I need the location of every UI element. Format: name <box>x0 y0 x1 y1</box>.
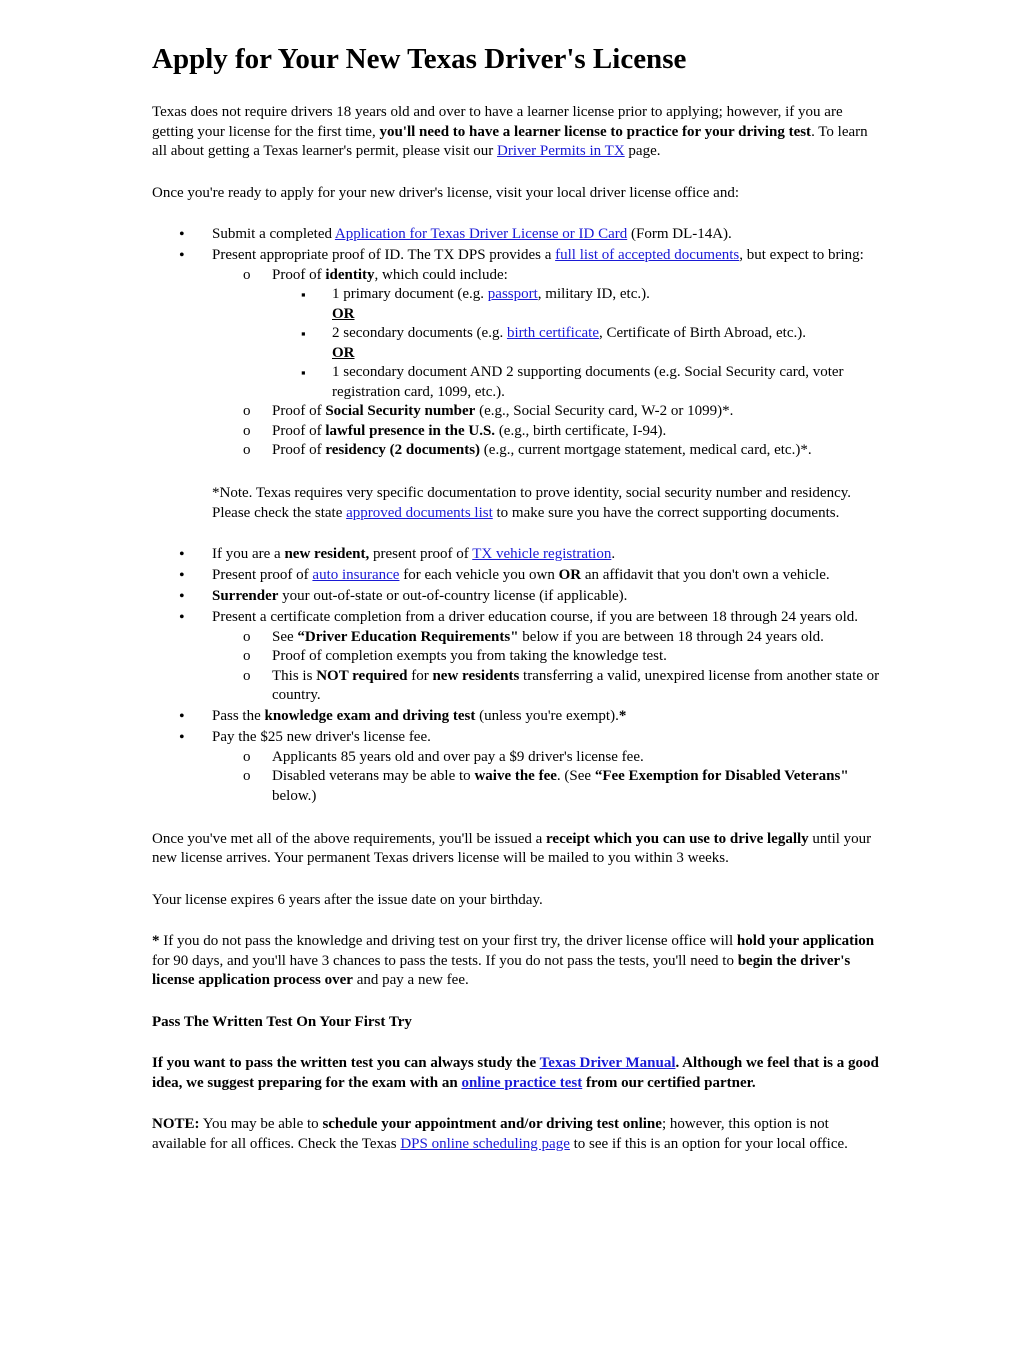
newres-text-3: . <box>611 546 616 562</box>
newres-text-2: present proof of <box>369 546 473 562</box>
notreq-text-3: transferring a valid, unexpired license from another state or country. <box>272 667 880 703</box>
schedule-text-3: to see if this is an option for your local office. <box>569 1135 848 1152</box>
fail-star: * <box>152 933 160 949</box>
schedule-paragraph <box>152 1115 882 1154</box>
surrender-bold: Surrender <box>212 588 279 604</box>
list-item-fee-85: o Applicants 85 years old and over pay a $9 driver's license fee. <box>272 748 882 768</box>
note-text-2: to make sure you have the correct supporting documents. <box>492 504 840 521</box>
study-paragraph <box>152 1054 882 1093</box>
fail-bold: hold your application <box>736 933 875 949</box>
list-item-supporting-docs: ▪ 1 secondary document AND 2 supporting documents (e.g. Social Security card, voter registration card, 1099, etc.). <box>332 363 882 402</box>
lawful-text-2: (e.g., birth certificate, I-94). <box>495 422 667 439</box>
vehicle-registration-link[interactable]: TX vehicle registration <box>472 546 612 562</box>
list-item-driver-ed <box>212 608 882 706</box>
list-item-identity <box>272 266 882 403</box>
list-item-residency <box>272 441 882 461</box>
written-test-heading <box>152 1013 882 1033</box>
online-practice-test-link[interactable]: online practice test <box>461 1074 583 1091</box>
accepted-documents-link[interactable]: full list of accepted documents <box>555 247 740 263</box>
document <box>152 40 882 1154</box>
requirements-list-2 <box>152 545 882 806</box>
schedule-text-2: ; however, this option is not available for all offices. Check the Texas <box>152 1116 829 1152</box>
present-text: Present appropriate proof of ID. The TX DPS provides a <box>212 247 556 263</box>
veterans-bold: waive the fee <box>474 768 557 784</box>
schedule-bold: schedule your appointment and/or driving test online <box>322 1116 662 1132</box>
insurance-text: Present proof of <box>212 567 313 583</box>
list-item-insurance <box>212 566 882 586</box>
notreq-text: This is <box>272 667 317 684</box>
driver-permits-link[interactable]: Driver Permits in TX <box>497 143 625 159</box>
fail-text-3: and pay a new fee. <box>352 972 469 988</box>
list-item-not-required <box>272 667 882 706</box>
intro-text-2: . To learn all about getting a Texas learner's permit, please visit our <box>152 123 868 159</box>
list-item-new-resident <box>212 545 882 565</box>
met-text-2: until your new license arrives. Your permanent Texas drivers license will be mailed to you within 3 weeks. <box>152 830 872 866</box>
pass-star: * <box>618 708 627 724</box>
list-item-present-id <box>212 246 882 461</box>
ssn-text: Proof of <box>272 403 326 419</box>
note-paragraph <box>212 484 882 523</box>
texas-driver-manual-link[interactable]: Texas Driver Manual <box>539 1055 676 1071</box>
doc1-text: 1 primary document (e.g. <box>332 286 488 302</box>
list-item-surrender <box>212 587 882 607</box>
fail-text-2: for 90 days, and you'll have 3 chances to pass the tests. If you do not pass the tests, you'll need to <box>152 952 738 969</box>
doc2-text: 2 secondary documents (e.g. <box>332 325 507 341</box>
identity-bold: identity <box>325 266 375 283</box>
list-item-primary-doc <box>332 285 882 324</box>
proof-list <box>212 266 882 461</box>
or-label-2: OR <box>332 344 355 361</box>
insurance-bold: OR <box>558 567 582 583</box>
veterans-text-2: . (See <box>556 768 595 784</box>
see-text-2: below if you are between 18 through 24 years old. <box>518 628 824 645</box>
study-text-3: from our certified partner. <box>582 1074 756 1091</box>
study-text-2: . Although we feel that is a good idea, we suggest preparing for the exam with an <box>152 1055 879 1091</box>
list-item-secondary-docs <box>332 324 882 363</box>
lawful-text: Proof of <box>272 422 326 439</box>
met-paragraph <box>152 830 882 869</box>
newres-bold: new resident, <box>284 546 370 562</box>
residency-bold: residency (2 documents) <box>325 442 481 458</box>
intro-paragraph <box>152 103 882 162</box>
list-item-pass-tests <box>212 707 882 727</box>
list-item-exempts: o Proof of completion exempts you from taking the knowledge test. <box>272 647 882 667</box>
submit-text: Submit a completed <box>212 226 335 242</box>
fail-bold-2: begin the driver's license application process over <box>152 952 851 988</box>
doc1-text-2: , military ID, etc.). <box>537 286 650 302</box>
intro-text-3: page. <box>624 143 661 159</box>
requirements-list <box>152 225 882 461</box>
driver-ed-list <box>212 628 882 706</box>
residency-text-2: (e.g., current mortgage statement, medical card, etc.)*. <box>480 442 812 458</box>
approved-documents-link[interactable]: approved documents list <box>346 504 493 521</box>
list-item-ssn <box>272 402 882 422</box>
schedule-text: You may be able to <box>199 1116 323 1132</box>
ready-paragraph: Once you're ready to apply for your new driver's license, visit your local driver license office and: <box>152 184 740 201</box>
notreq-bold-2: new residents <box>432 667 520 684</box>
list-item-lawful-presence <box>272 422 882 442</box>
page-title: Apply for Your New Texas Driver's License <box>152 43 687 75</box>
identity-options-list <box>272 285 882 402</box>
auto-insurance-link[interactable]: auto insurance <box>312 567 400 583</box>
insurance-text-3: an affidavit that you don't own a vehicle. <box>581 567 830 583</box>
written-heading-text: Pass The Written Test On Your First Try <box>152 1013 412 1030</box>
submit-text-2: (Form DL-14A). <box>627 226 732 242</box>
ssn-text-2: (e.g., Social Security card, W-2 or 1099)*. <box>475 403 734 419</box>
application-form-link[interactable]: Application for Texas Driver License or ID Card <box>334 226 628 242</box>
see-bold: “Driver Education Requirements" <box>297 628 519 645</box>
cert-text: Present a certificate completion from a driver education course, if you are between 18 through 24 years old. <box>212 609 859 625</box>
met-text: Once you've met all of the above requirements, you'll be issued a <box>152 830 547 847</box>
doc2-text-2: , Certificate of Birth Abroad, etc.). <box>598 325 806 341</box>
surrender-text: your out-of-state or out-of-country license (if applicable). <box>278 588 628 604</box>
passport-link[interactable]: passport <box>487 286 538 302</box>
identity-text: Proof of <box>272 266 326 283</box>
fail-paragraph <box>152 932 882 991</box>
ssn-bold: Social Security number <box>325 403 476 419</box>
notreq-text-2: for <box>407 667 433 684</box>
veterans-text: Disabled veterans may be able to <box>272 768 475 784</box>
dps-scheduling-link[interactable]: DPS online scheduling page <box>400 1135 570 1152</box>
intro-bold: you'll need to have a learner license to practice for your driving test <box>379 123 812 140</box>
study-text: If you want to pass the written test you can always study the <box>152 1055 540 1071</box>
identity-text-2: , which could include: <box>374 266 508 283</box>
list-item-see-requirements <box>272 628 882 648</box>
insurance-text-2: for each vehicle you own <box>399 567 559 583</box>
schedule-note-label: NOTE: <box>152 1116 200 1132</box>
residency-text: Proof of <box>272 442 326 458</box>
see-text: See <box>272 628 298 645</box>
lawful-bold: lawful presence in the U.S. <box>325 422 496 439</box>
notreq-bold: NOT required <box>316 667 408 684</box>
veterans-bold-2: “Fee Exemption for Disabled Veterans" <box>594 768 849 784</box>
veterans-text-3: below.) <box>272 787 317 804</box>
list-item-veterans <box>272 767 882 806</box>
present-text-2: , but expect to bring: <box>739 247 864 263</box>
fee-text: Pay the $25 new driver's license fee. <box>212 729 431 745</box>
list-item-submit <box>212 225 882 245</box>
fee-list <box>212 748 882 807</box>
fail-text: If you do not pass the knowledge and driving test on your first try, the driver license office will <box>159 933 737 949</box>
pass-text-2: (unless you're exempt). <box>475 708 619 724</box>
newres-text: If you are a <box>212 546 285 562</box>
intro-text: Texas does not require drivers 18 years old and over to have a learner license prior to applying; however, if you are getting your license for the first time, <box>152 104 843 140</box>
list-item-fee <box>212 728 882 806</box>
expires-paragraph: Your license expires 6 years after the issue date on your birthday. <box>152 891 543 908</box>
birth-certificate-link[interactable]: birth certificate <box>506 325 599 341</box>
or-label: OR <box>332 305 355 322</box>
pass-bold: knowledge exam and driving test <box>264 708 476 724</box>
note-text: *Note. Texas requires very specific documentation to prove identity, social security number and residency. Please check the state <box>212 485 852 521</box>
met-bold: receipt which you can use to drive legally <box>546 830 809 847</box>
pass-text: Pass the <box>212 708 265 724</box>
